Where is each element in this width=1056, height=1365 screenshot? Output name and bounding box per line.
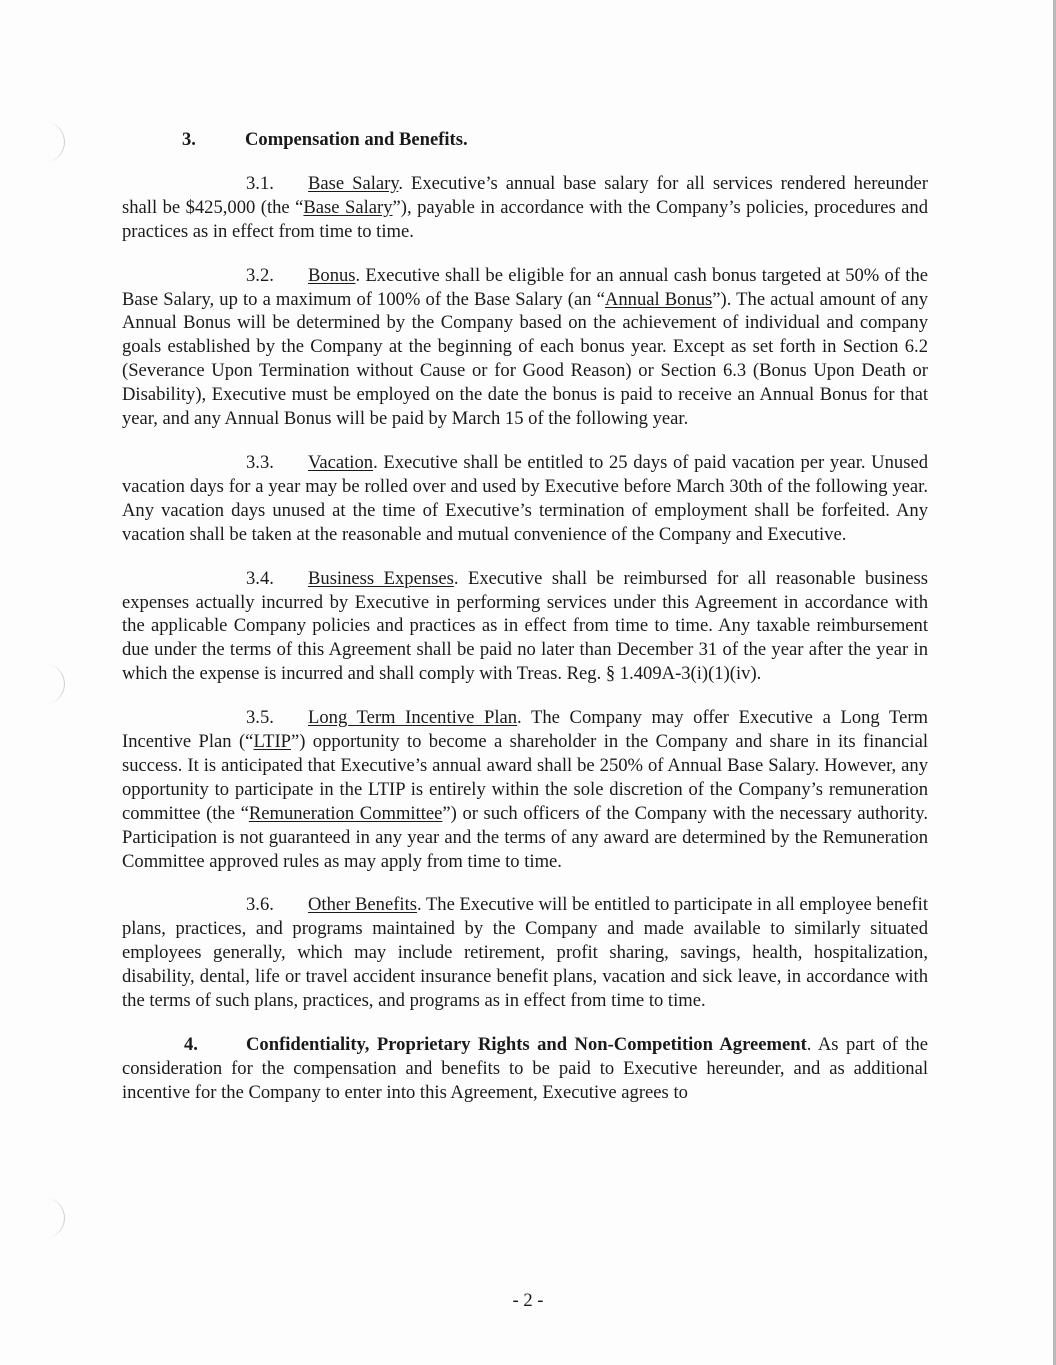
paragraph-text: . As part of the consideration for the compensation and benefits to be paid to Executive hereunder, and as additional incentive for the Company to enter into this Agreement, Executive agrees to xyxy=(122,1034,928,1103)
section-4-paragraph xyxy=(122,1033,928,1105)
paragraph-text: . Executive shall be entitled to 25 days of paid vacation per year. Unused vacation days for a year may be rolled over and used by Executive before March 30th of the following year. Any vacation days unused at the time of Executive’s termination of employment shall be forfeited. Any vacation shall be taken at the reasonable and mutual convenience of the Company and Executive. xyxy=(122,451,928,545)
paragraph-3-1 xyxy=(122,172,928,244)
paragraph-heading: Other Benefits xyxy=(308,894,417,916)
defined-term: Base Salary xyxy=(303,196,393,218)
section-3-heading xyxy=(182,128,928,152)
paragraph-number: 3.6. xyxy=(246,894,274,916)
paragraph-text: ”), payable in accordance with the Company’s policies, procedures and practices as in effect from time to time. xyxy=(122,196,928,242)
binder-hole-mark xyxy=(34,122,65,162)
paragraph-text: ”) or such officers of the Company with the necessary authority. Participation is not guaranteed in any year and the terms of any award are determined by the Remuneration Committee approved rules as may apply from time to time. xyxy=(122,802,928,872)
paragraph-heading: Long Term Incentive Plan xyxy=(308,707,518,729)
paragraph-3-3 xyxy=(122,451,928,547)
paragraph-3-2 xyxy=(122,264,928,431)
paragraph-3-4 xyxy=(122,567,928,687)
document-body xyxy=(122,128,928,1125)
section-title: Compensation and Benefits. xyxy=(245,129,468,150)
paragraph-number: 3.5. xyxy=(246,707,274,729)
paragraph-number: 3.1. xyxy=(246,172,274,194)
paragraph-heading: Vacation xyxy=(308,451,374,473)
paragraph-text: ”) opportunity to become a shareholder in the Company and share in its financial success. It is anticipated that Executive’s annual award shall be 250% of Annual Base Salary. However, any opportunity to participate in the LTIP is entirely within the sole discretion of the Company’s remuneration committee (the “ xyxy=(122,731,928,824)
paragraph-text: ”). The actual amount of any Annual Bonus will be determined by the Company based on the achievement of individual and company goals established by the Company at the beginning of each bonus year. Except as set forth in Section 6.2 (Severance Upon Termination without Cause or for Good Reason) or Section 6.3 (Bonus Upon Death or Disability), Executive must be employed on the date the bonus is paid to receive an Annual Bonus for that year, and any Annual Bonus will be paid by March 15 of the following year. xyxy=(122,288,928,430)
paragraph-text: . Executive shall be reimbursed for all reasonable business expenses actually incurred by Executive in performing services under this Agreement in accordance with the applicable Company policies and practices as in effect from time to time. Any taxable reimbursement due under the terms of this Agreement shall be paid no later than December 31 of the year after the year in which the expense is incurred and shall comply with Treas. Reg. § 1.409A-3(i)(1)(iv). xyxy=(122,567,928,685)
paragraph-number: 3.2. xyxy=(246,264,274,286)
paragraph-3-6 xyxy=(122,893,928,1013)
defined-term: LTIP xyxy=(253,731,291,753)
defined-term: Remuneration Committee xyxy=(248,802,443,824)
paragraph-text: . The Company may offer Executive a Long Term Incentive Plan (“ xyxy=(122,707,928,753)
paragraph-3-5 xyxy=(122,706,928,873)
page-number: - 2 - xyxy=(512,1290,544,1311)
paragraph-heading: Base Salary xyxy=(308,172,399,194)
paragraph-text: . Executive shall be eligible for an annual cash bonus targeted at 50% of the Base Salary, up to a maximum of 100% of the Base Salary (an “ xyxy=(122,264,928,310)
binder-hole-mark xyxy=(34,664,65,704)
paragraph-text: . Executive’s annual base salary for all services rendered hereunder shall be $425,000 (the “ xyxy=(122,172,928,218)
section-title: Confidentiality, Proprietary Rights and Non-Competition Agreement xyxy=(246,1034,807,1055)
paragraph-heading: Bonus xyxy=(308,264,356,286)
paragraph-number: 3.3. xyxy=(246,451,274,473)
section-number: 3. xyxy=(182,129,196,150)
paragraph-heading: Business Expenses xyxy=(308,567,454,589)
binder-hole-mark xyxy=(34,1198,65,1238)
section-number: 4. xyxy=(184,1034,198,1055)
paragraph-text: . The Executive will be entitled to participate in all employee benefit plans, practices, and programs maintained by the Company and made available to similarly situated employees generally, which may include retirement, profit sharing, savings, health, hospitalization, disability, dental, life or travel accident insurance benefit plans, vacation and sick leave, in accordance with the terms of such plans, practices, and programs as in effect from time to time. xyxy=(122,894,928,1012)
defined-term: Annual Bonus xyxy=(604,288,713,310)
paragraph-number: 3.4. xyxy=(246,567,274,589)
